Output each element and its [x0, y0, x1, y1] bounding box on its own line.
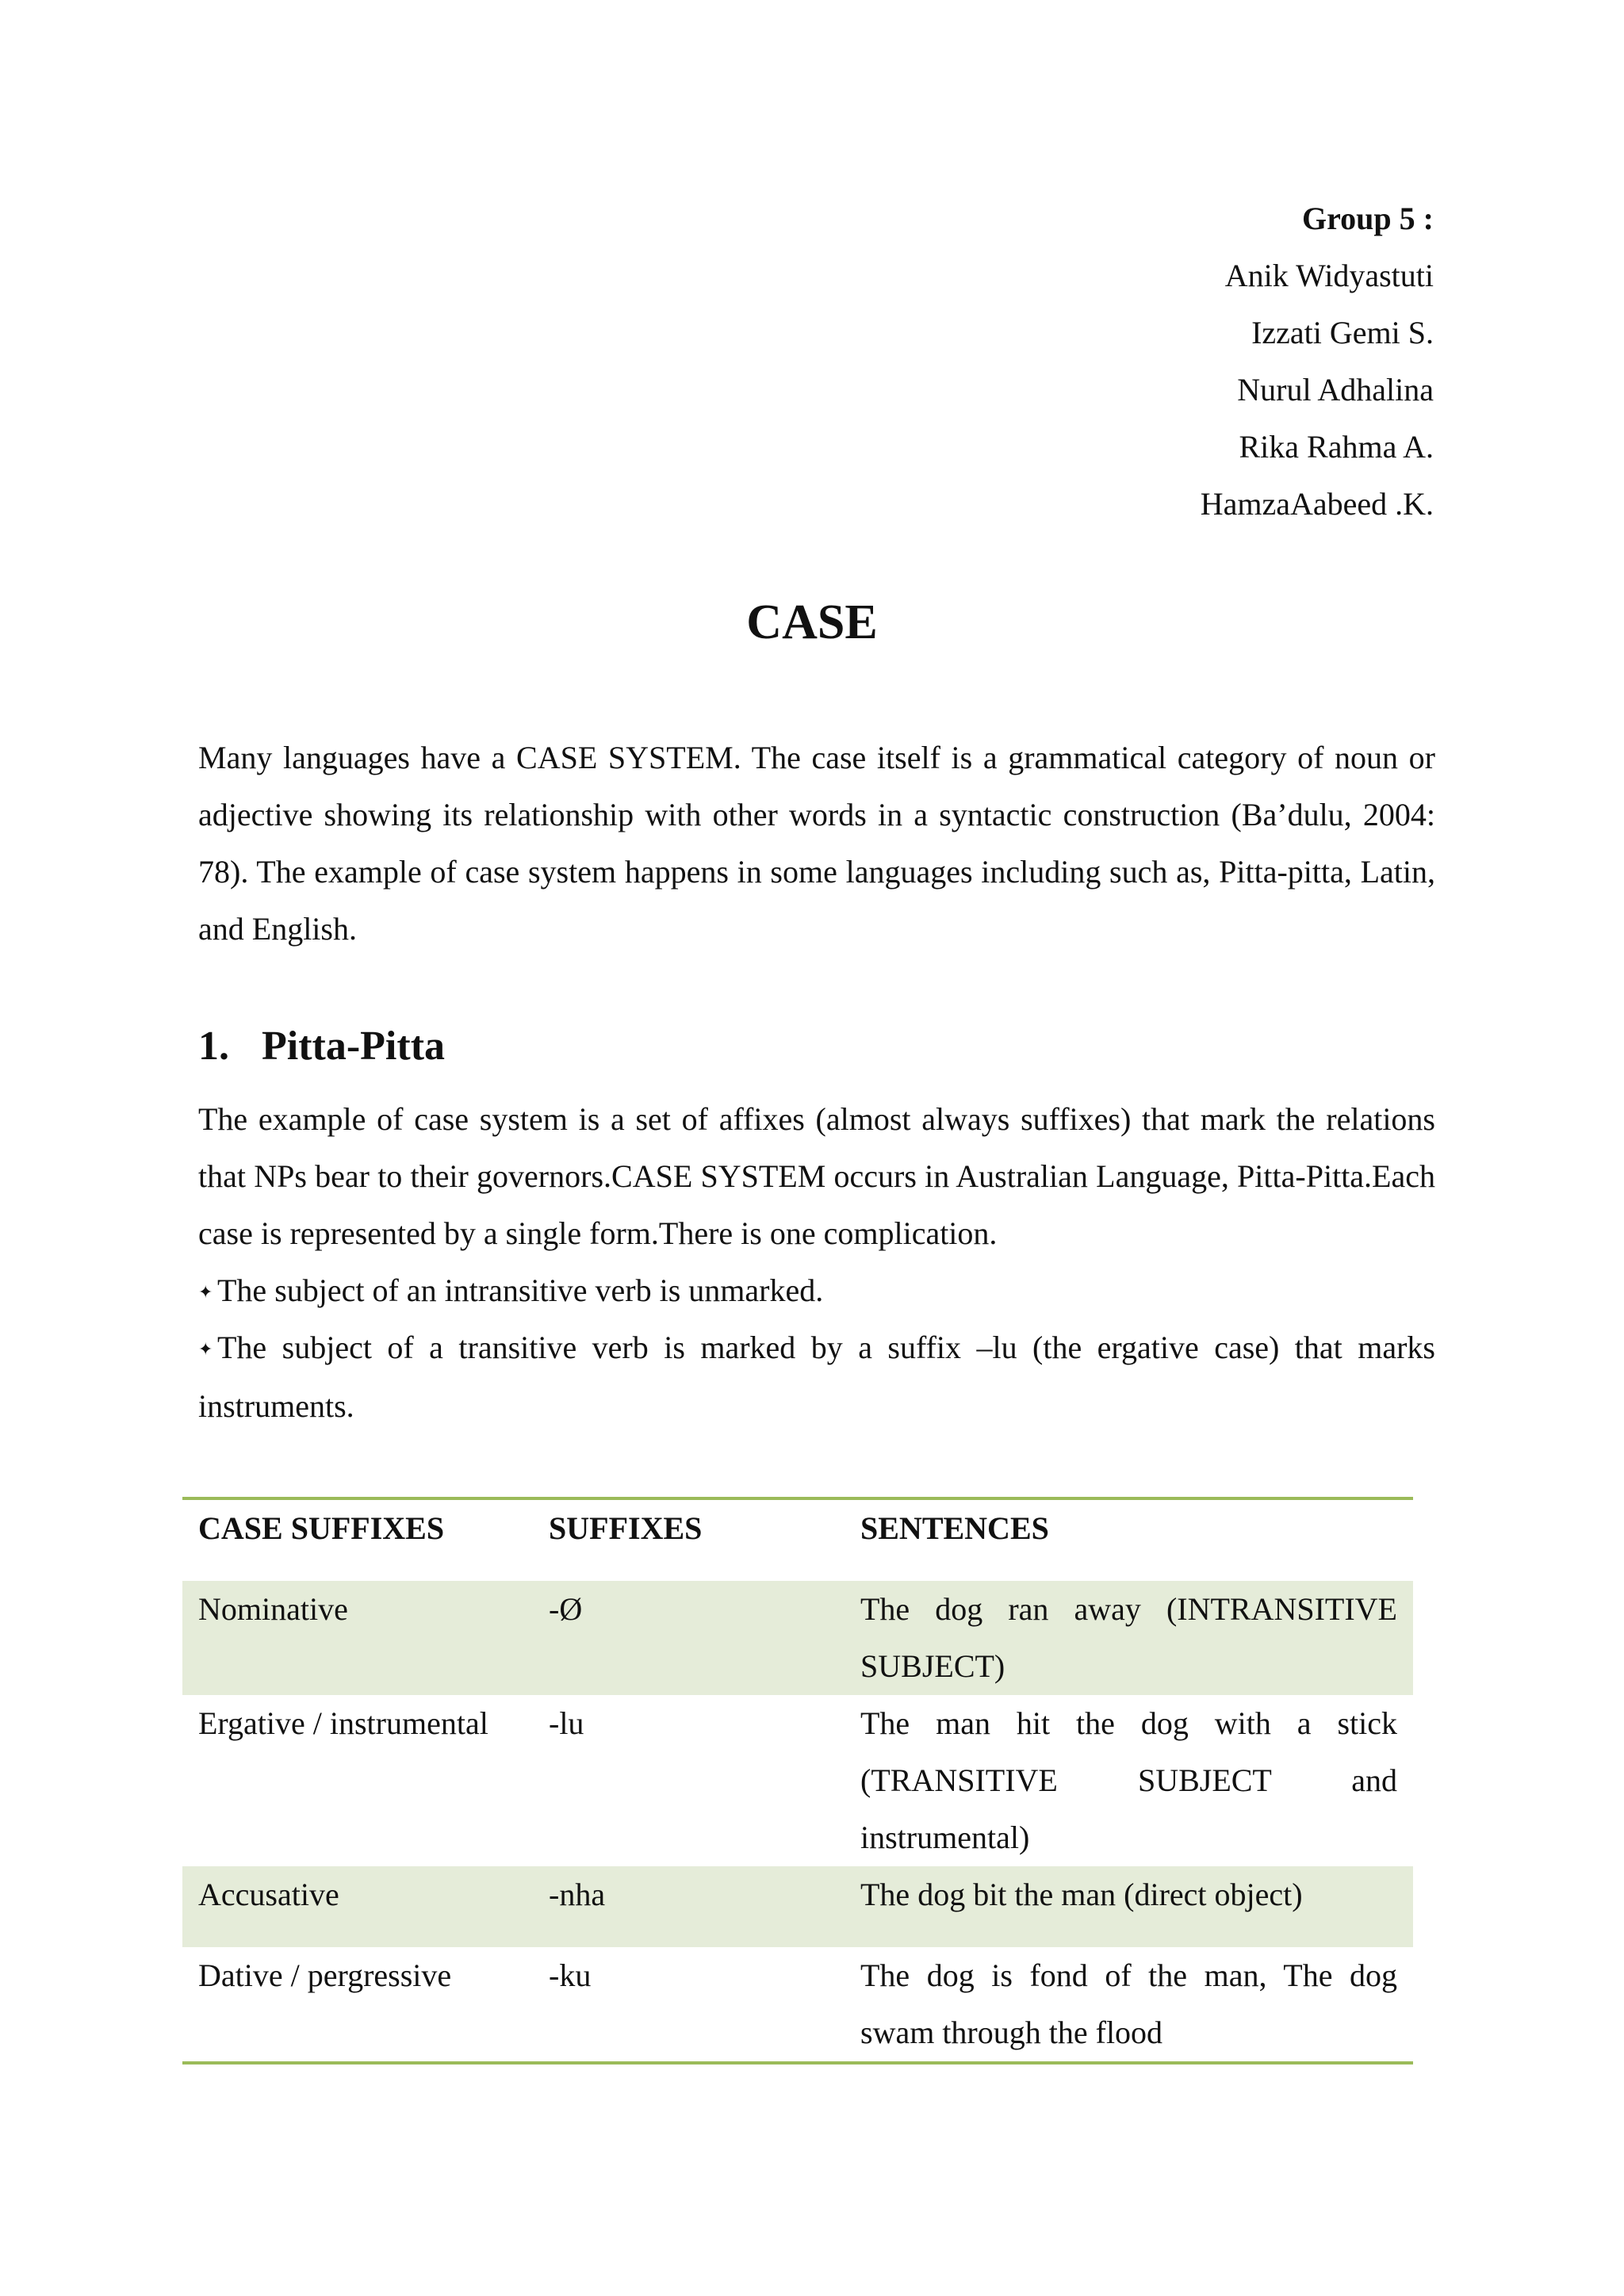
table-cell: -nha: [533, 1866, 845, 1947]
author-name: Rika Rahma A.: [1239, 429, 1434, 465]
section-title: Pitta-Pitta: [262, 1024, 446, 1069]
bullet-text: The subject of a transitive verb is marked by a suffix –lu (the ergative case) that marks instruments.: [198, 1330, 1435, 1424]
table-row: [182, 1947, 1413, 2063]
table-row: [182, 1581, 1413, 1695]
bullet-text: The subject of an intransitive verb is unmarked.: [217, 1272, 824, 1308]
author-name: HamzaAabeed .K.: [1200, 486, 1434, 522]
section-paragraph: The example of case system is a set of affixes (almost always suffixes) that mark the relations that NPs bear to their governors.CASE SYSTEM occurs in Australian Language, Pitta-Pitta.Each case is represented by a single form.There is one complication.: [198, 1101, 1435, 1251]
table-cell: The dog bit the man (direct object): [845, 1866, 1413, 1947]
bullet-item: [198, 1319, 1435, 1435]
table-cell: -ku: [549, 1957, 592, 1993]
author-name: Nurul Adhalina: [1237, 372, 1434, 408]
table-row: [182, 1695, 1413, 1866]
section-number: 1.: [198, 1024, 229, 1069]
column-header: SUFFIXES: [549, 1510, 703, 1546]
table-cell: Accusative: [182, 1866, 533, 1947]
author-block: [1201, 190, 1434, 533]
table-header-row: [182, 1498, 1413, 1581]
table-cell: The dog is fond of the man, The dog swam through the flood: [860, 1957, 1397, 2050]
table-row: [182, 1866, 1413, 1947]
diamond-bullet-icon: ✦: [198, 1339, 213, 1359]
intro-paragraph: Many languages have a CASE SYSTEM. The case itself is a grammatical category of noun or adjective showing its relationship with other words in a syntactic construction (Ba’dulu, 2004: 78). The example of case system happens in some languages including such as, Pitta-pitta, Latin, and English.: [198, 740, 1435, 947]
author-name: Izzati Gemi S.: [1251, 315, 1434, 350]
column-header: SENTENCES: [860, 1510, 1049, 1546]
table-cell: Nominative: [182, 1581, 533, 1695]
table-cell: -Ø: [533, 1581, 845, 1695]
bullet-item: [198, 1262, 1435, 1321]
table-cell: The man hit the dog with a stick (TRANSITIVE SUBJECT and instrumental): [860, 1705, 1397, 1855]
diamond-bullet-icon: ✦: [198, 1282, 213, 1302]
author-name: Anik Widyastuti: [1224, 258, 1434, 293]
column-header: CASE SUFFIXES: [198, 1510, 445, 1546]
case-table: [182, 1497, 1413, 2064]
table-cell: -lu: [549, 1705, 584, 1741]
group-label: Group 5 :: [1302, 201, 1434, 236]
table-cell: Dative / pergressive: [198, 1957, 452, 1993]
section-heading: [198, 1018, 445, 1075]
table-cell: Ergative / instrumental: [198, 1705, 488, 1741]
document-title: CASE: [746, 595, 878, 649]
table-cell: The dog ran away (INTRANSITIVE SUBJECT): [845, 1581, 1413, 1695]
